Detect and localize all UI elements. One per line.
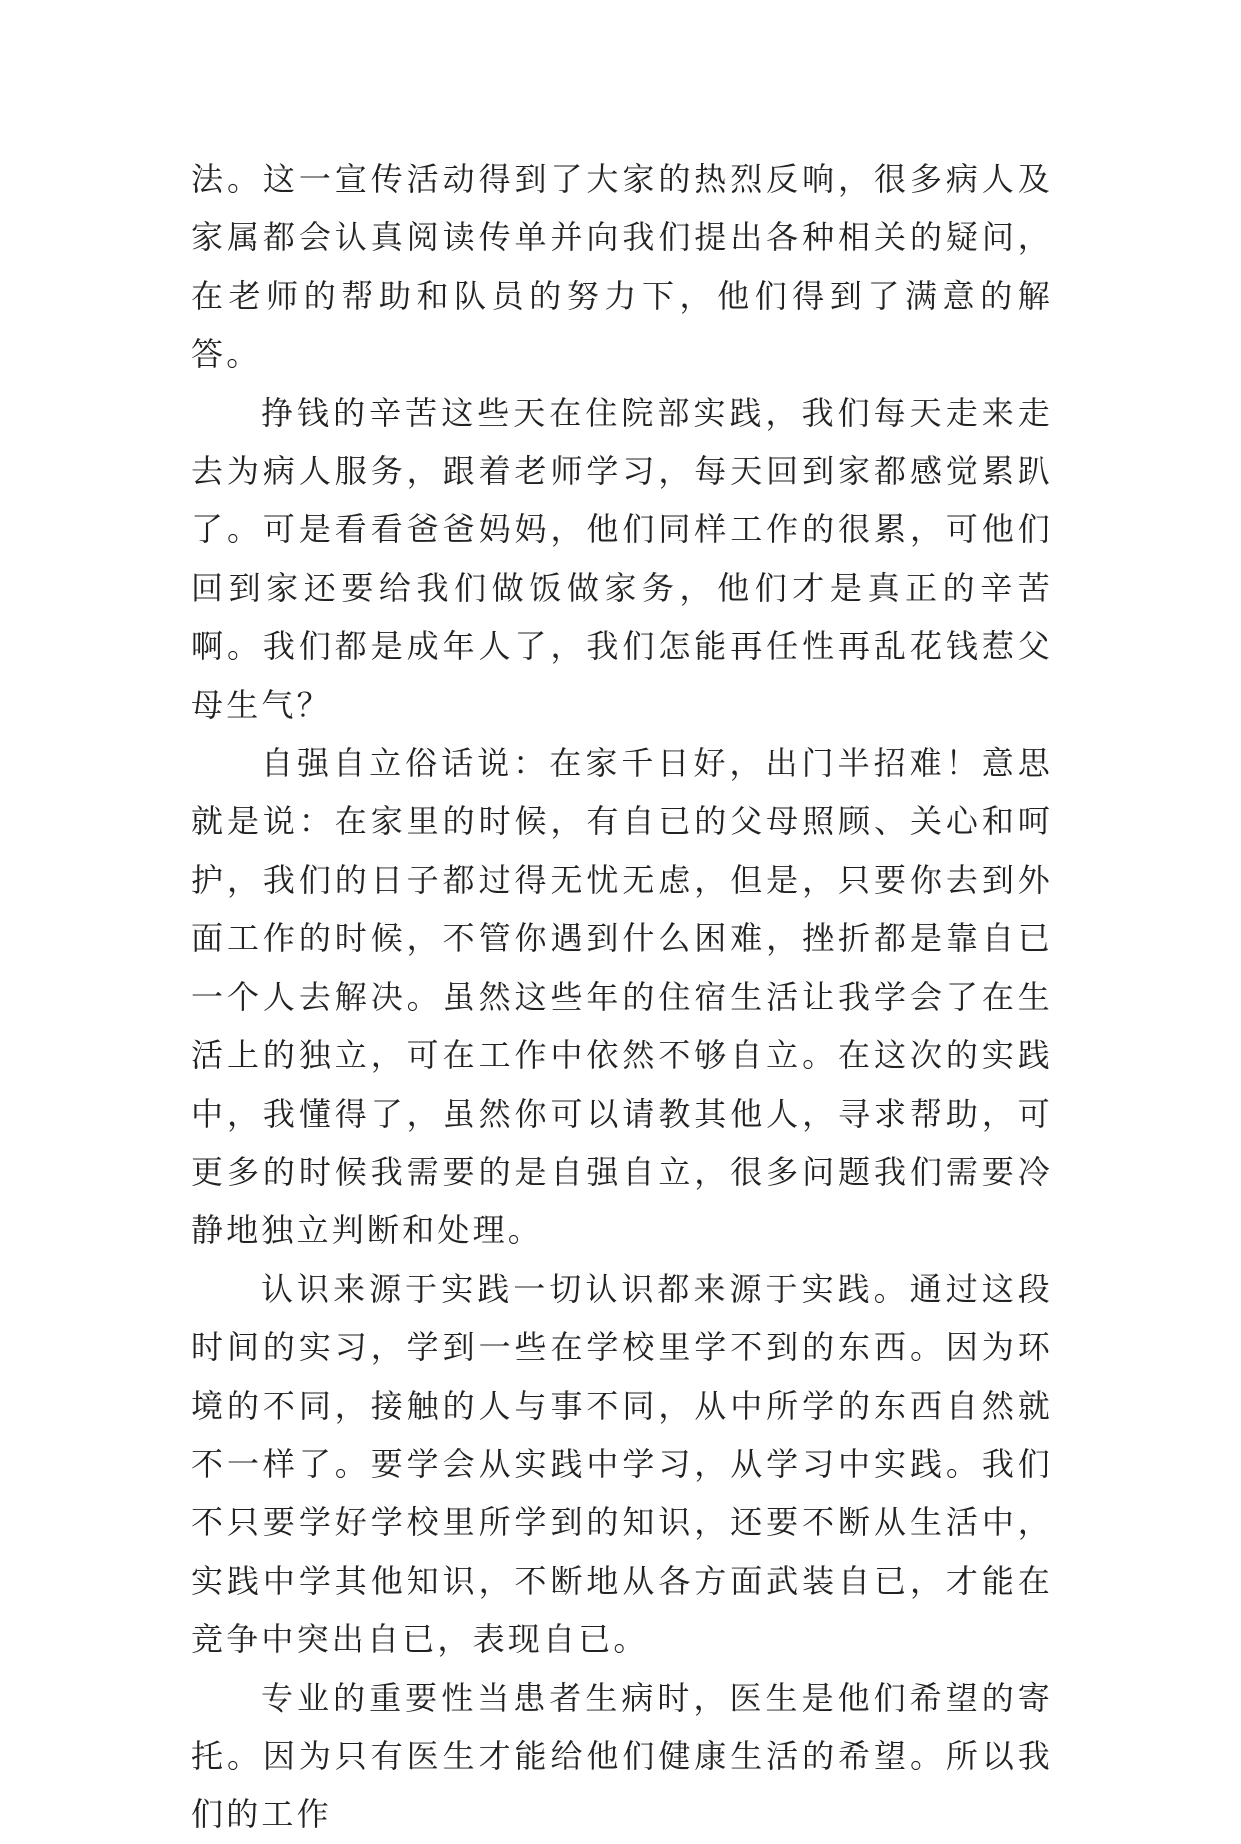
paragraph-3: 自强自立俗话说：在家千日好，出门半招难！意思就是说：在家里的时候，有自已的父母照顾、关心和呵护，我们的日子都过得无忧无虑，但是，只要你去到外面工作的时候，不管你遇到什么困难，挫折都是靠自已一个人去解决。虽然这些年的住宿生活让我学会了在生活上的独立，可在工作中依然不够自立。在这次的实践中，我懂得了，虽然你可以请教其他人，寻求帮助，可更多的时候我需要的是自强自立，很多问题我们需要冷静地独立判断和处理。 — [191, 744, 1053, 1250]
paragraph-5: 专业的重要性当患者生病时，医生是他们希望的寄托。因为只有医生才能给他们健康生活的希望。所以我们的工作 — [191, 1678, 1053, 1834]
paragraph-1: 法。这一宣传活动得到了大家的热烈反响，很多病人及家属都会认真阅读传单并向我们提出各种相关的疑问，在老师的帮助和队员的努力下，他们得到了满意的解答。 — [191, 160, 1053, 374]
body-text — [191, 150, 1053, 1844]
paragraph-2: 挣钱的辛苦这些天在住院部实践，我们每天走来走去为病人服务，跟着老师学习，每天回到家都感觉累趴了。可是看看爸爸妈妈，他们同样工作的很累，可他们回到家还要给我们做饭做家务，他们才是真正的辛苦啊。我们都是成年人了，我们怎能再任性再乱花钱惹父母生气？ — [191, 393, 1053, 724]
paragraph-4: 认识来源于实践一切认识都来源于实践。通过这段时间的实习，学到一些在学校里学不到的东西。因为环境的不同，接触的人与事不同，从中所学的东西自然就不一样了。要学会从实践中学习，从学习中实践。我们不只要学好学校里所学到的知识，还要不断从生活中，实践中学其他知识，不断地从各方面武装自已，才能在竞争中突出自已，表现自已。 — [191, 1269, 1053, 1659]
